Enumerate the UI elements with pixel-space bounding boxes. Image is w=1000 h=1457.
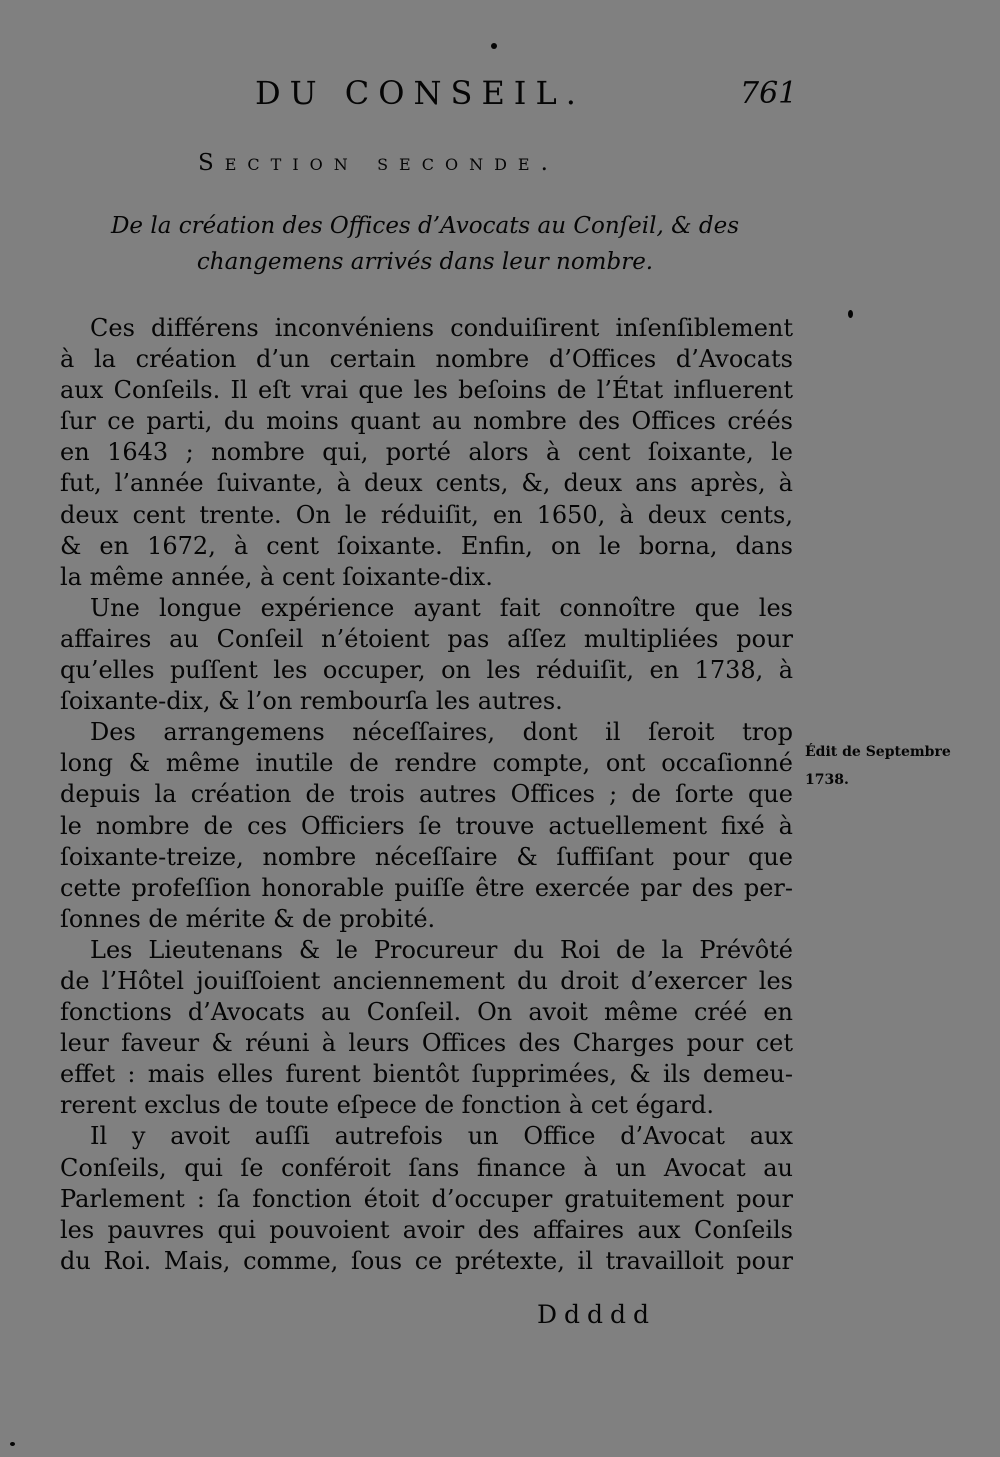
body-line: effet : mais elles furent bientôt ſupprimées, & ils demeu- (60, 1060, 793, 1089)
body-line: Une longue expérience ayant fait connoître que les (90, 593, 793, 622)
body-line: depuis la création de trois autres Offices ; de ſorte que (60, 780, 793, 809)
body-line: aux Conſeils. Il eſt vrai que les beſoins de l’État influerent (60, 376, 793, 405)
subtitle-line: De la création des Offices d’Avocats au Conſeil, & des (110, 213, 740, 239)
margin-note (805, 738, 951, 794)
body-line: fonctions d’Avocats au Conſeil. On avoit même créé en (60, 998, 793, 1027)
section-heading: Section seconde. (198, 150, 559, 176)
section-subtitle (60, 208, 790, 280)
body-line: leur faveur & réuni à leurs Offices des Charges pour cet (60, 1029, 793, 1058)
body-line: ſur ce parti, du moins quant au nombre des Offices créés (60, 407, 793, 436)
body-line: Des arrangemens néceſſaires, dont il ſeroit trop (90, 718, 793, 747)
body-line: affaires au Conſeil n’étoient pas aſſez multipliées pour (60, 624, 793, 653)
running-title: DU CONSEIL. (255, 74, 585, 112)
body-line: fut, l’année ſuivante, à deux cents, &, deux ans après, à (60, 469, 793, 498)
body-line: ſoixante-treize, nombre néceſſaire & ſuffiſant pour que (60, 842, 793, 871)
body-line: les pauvres qui pouvoient avoir des affaires aux Conſeils (60, 1215, 793, 1244)
body-line: Conſeils, qui ſe conféroit ſans finance à un Avocat au (60, 1153, 793, 1182)
body-line: du Roi. Mais, comme, ſous ce prétexte, il travailloit pour (60, 1246, 793, 1275)
body-line: de l’Hôtel jouiſſoient anciennement du droit d’exercer les (60, 966, 793, 995)
body-line: qu’elles puſſent les occuper, on les réduiſit, en 1738, à (60, 656, 793, 685)
page-number: 761 (740, 76, 798, 111)
body-line: cette profeſſion honorable puiſſe être exercée par des per- (60, 873, 793, 902)
margin-note-line: 1738. (805, 772, 849, 788)
body-line: rerent exclus de toute eſpece de fonction à cet égard. (60, 1091, 714, 1120)
margin-note-line: Édit de Septembre (805, 744, 951, 760)
ink-speck (848, 310, 853, 318)
ink-speck (491, 43, 497, 49)
body-line: Ces différens inconvéniens conduiſirent inſenſiblement (90, 314, 793, 342)
body-line: deux cent trente. On le réduiſit, en 1650, à deux cents, (60, 500, 793, 529)
body-line: Parlement : ſa fonction étoit d’occuper gratuitement pour (60, 1184, 793, 1213)
body-line: le nombre de ces Officiers ſe trouve actuellement fixé à (60, 811, 793, 840)
body-line: ſonnes de mérite & de probité. (60, 904, 436, 933)
body-line: long & même inutile de rendre compte, ont occaſionné (60, 749, 793, 778)
body-line: & en 1672, à cent ſoixante. Enfin, on le borna, dans (60, 531, 793, 560)
body-line: la même année, à cent ſoixante-dix. (60, 562, 493, 591)
body-line: à la création d’un certain nombre d’Offices d’Avocats (60, 345, 793, 374)
body-text (60, 313, 793, 1277)
ink-speck (10, 1442, 15, 1446)
body-line: Les Lieutenans & le Procureur du Roi de la Prévôté (90, 935, 793, 964)
signature-mark: Ddddd (537, 1300, 657, 1329)
body-line: en 1643 ; nombre qui, porté alors à cent ſoixante, le (60, 438, 793, 467)
subtitle-line: changemens arrivés dans leur nombre. (196, 249, 654, 275)
body-line: Il y avoit auſſi autrefois un Office d’Avocat aux (90, 1122, 793, 1151)
body-line: ſoixante-dix, & l’on rembourſa les autres. (60, 687, 563, 716)
